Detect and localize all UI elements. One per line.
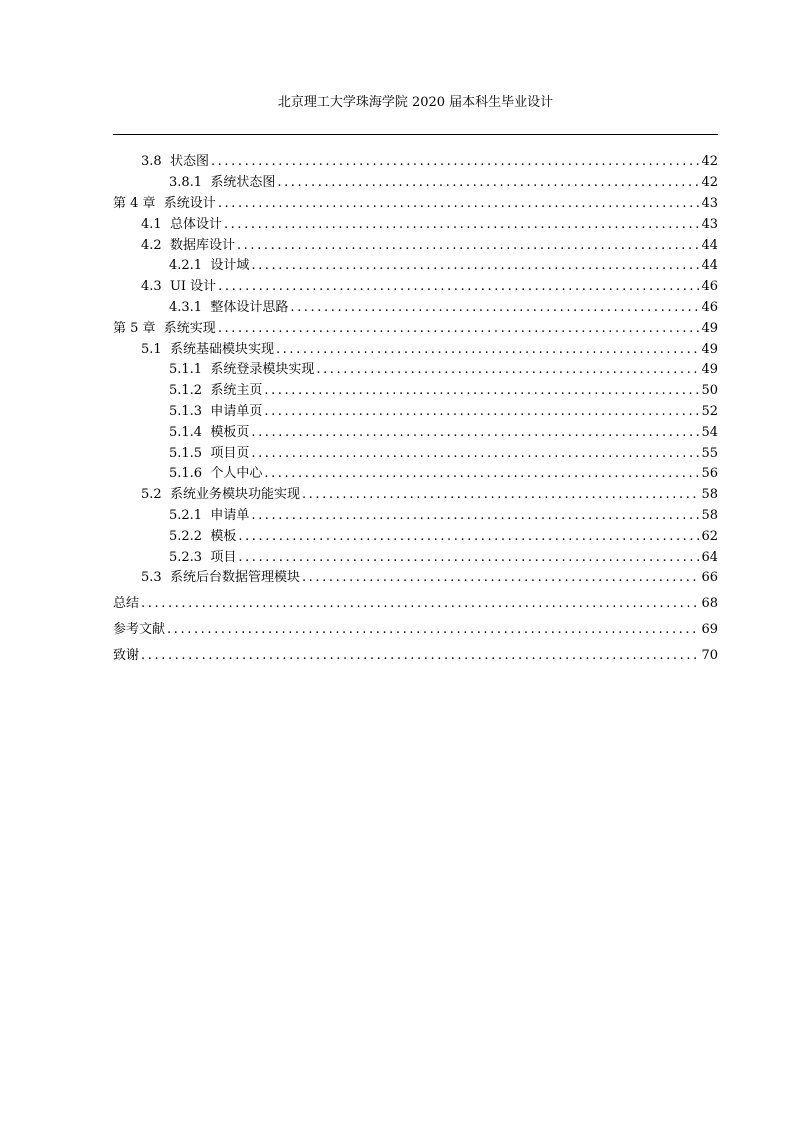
toc-entry-label: 3.8 状态图	[141, 154, 209, 170]
toc-entry[interactable]	[113, 402, 718, 423]
toc-entry-page: 69	[701, 621, 718, 637]
toc-dot-leader	[316, 360, 699, 380]
toc-entry-label: 5.1.3 申请单页	[169, 403, 263, 419]
toc-entry[interactable]	[113, 256, 718, 277]
toc-entry[interactable]	[113, 235, 718, 256]
toc-dot-leader	[264, 381, 699, 401]
toc-entry-page: 49	[701, 341, 718, 357]
toc-dot-leader	[264, 464, 699, 484]
toc-entry-label: 致谢	[113, 647, 140, 663]
toc-entry[interactable]	[113, 645, 718, 666]
toc-entry-label: 5.2.2 模板	[169, 528, 237, 544]
toc-dot-leader	[238, 548, 699, 568]
toc-entry[interactable]	[113, 381, 718, 402]
toc-entry-label: 参考文献	[113, 621, 166, 637]
toc-entry-label: 4.3 UI 设计	[141, 279, 217, 295]
toc-entry-page: 49	[701, 320, 718, 336]
toc-entry[interactable]	[113, 526, 718, 547]
toc-entry-page: 49	[701, 362, 718, 378]
toc-dot-leader	[141, 594, 699, 614]
toc-entry[interactable]	[113, 547, 718, 568]
toc-entry-page: 62	[701, 528, 718, 544]
toc-entry[interactable]	[113, 443, 718, 464]
header-rule	[113, 134, 718, 135]
toc-dot-leader	[218, 319, 700, 339]
toc-entry[interactable]	[113, 152, 718, 173]
toc-entry-page: 42	[701, 175, 718, 191]
toc-entry[interactable]	[113, 173, 718, 194]
toc-dot-leader	[264, 402, 699, 422]
toc-entry[interactable]	[113, 422, 718, 443]
toc-entry-label: 5.1.6 个人中心	[169, 466, 263, 482]
table-of-contents	[113, 152, 718, 666]
toc-entry[interactable]	[113, 214, 718, 235]
toc-dot-leader	[290, 298, 699, 318]
toc-entry[interactable]	[113, 360, 718, 381]
toc-dot-leader	[251, 423, 699, 443]
toc-entry-page: 58	[701, 487, 718, 503]
toc-entry-page: 58	[701, 507, 718, 523]
toc-entry-page: 55	[701, 445, 718, 461]
toc-entry[interactable]	[113, 464, 718, 485]
toc-dot-leader	[251, 444, 699, 464]
toc-dot-leader	[141, 646, 699, 666]
toc-entry-label: 4.1 总体设计	[141, 216, 222, 232]
toc-entry-page: 54	[701, 424, 718, 440]
toc-entry[interactable]	[113, 594, 718, 615]
toc-entry[interactable]	[113, 298, 718, 319]
toc-entry-page: 66	[701, 570, 718, 586]
toc-dot-leader	[251, 506, 699, 526]
toc-entry-page: 70	[701, 647, 718, 663]
toc-entry-label: 4.2.1 设计域	[169, 258, 250, 274]
toc-dot-leader	[211, 152, 700, 172]
toc-dot-leader	[218, 194, 700, 214]
toc-dot-leader	[277, 173, 699, 193]
toc-entry-page: 46	[701, 279, 718, 295]
toc-entry-label: 4.2 数据库设计	[141, 237, 235, 253]
toc-entry-label: 5.3 系统后台数据管理模块	[141, 570, 300, 586]
toc-entry-label: 5.1 系统基础模块实现	[141, 341, 274, 357]
toc-dot-leader	[251, 256, 699, 276]
toc-dot-leader	[238, 527, 699, 547]
toc-entry-label: 5.1.5 项目页	[169, 445, 250, 461]
toc-entry-page: 50	[701, 383, 718, 399]
toc-entry-label: 5.2.1 申请单	[169, 507, 250, 523]
toc-entry-label: 总结	[113, 596, 140, 612]
page-header: 北京理工大学珠海学院 2020 届本科生毕业设计	[277, 95, 554, 110]
toc-entry-label: 5.1.4 模板页	[169, 424, 250, 440]
toc-entry-label: 5.1.1 系统登录模块实现	[169, 362, 315, 378]
toc-dot-leader	[276, 340, 700, 360]
toc-entry-page: 43	[701, 195, 718, 211]
toc-entry[interactable]	[113, 277, 718, 298]
toc-entry[interactable]	[113, 506, 718, 527]
toc-entry-label: 5.1.2 系统主页	[169, 383, 263, 399]
toc-entry-page: 64	[701, 549, 718, 565]
toc-entry[interactable]	[113, 339, 718, 360]
toc-entry-page: 44	[701, 237, 718, 253]
toc-entry-label: 3.8.1 系统状态图	[169, 175, 276, 191]
toc-entry-page: 52	[701, 403, 718, 419]
toc-entry-label: 4.3.1 整体设计思路	[169, 299, 289, 315]
toc-entry-page: 42	[701, 154, 718, 170]
toc-entry-label: 5.2.3 项目	[169, 549, 237, 565]
toc-entry-label: 第 4 章 系统设计	[113, 195, 216, 211]
toc-dot-leader	[237, 236, 700, 256]
toc-dot-leader	[302, 568, 700, 588]
toc-entry-page: 56	[701, 466, 718, 482]
toc-entry-label: 第 5 章 系统实现	[113, 320, 216, 336]
toc-dot-leader	[302, 485, 700, 505]
toc-dot-leader	[224, 215, 700, 235]
toc-entry[interactable]	[113, 485, 718, 506]
toc-entry[interactable]	[113, 568, 718, 589]
toc-entry-page: 46	[701, 299, 718, 315]
toc-entry[interactable]	[113, 620, 718, 641]
toc-entry-page: 43	[701, 216, 718, 232]
toc-entry-page: 68	[701, 596, 718, 612]
toc-entry[interactable]	[113, 318, 718, 339]
toc-entry[interactable]	[113, 194, 718, 215]
toc-entry-label: 5.2 系统业务模块功能实现	[141, 487, 300, 503]
toc-dot-leader	[218, 277, 699, 297]
toc-dot-leader	[167, 620, 699, 640]
toc-entry-page: 44	[701, 258, 718, 274]
